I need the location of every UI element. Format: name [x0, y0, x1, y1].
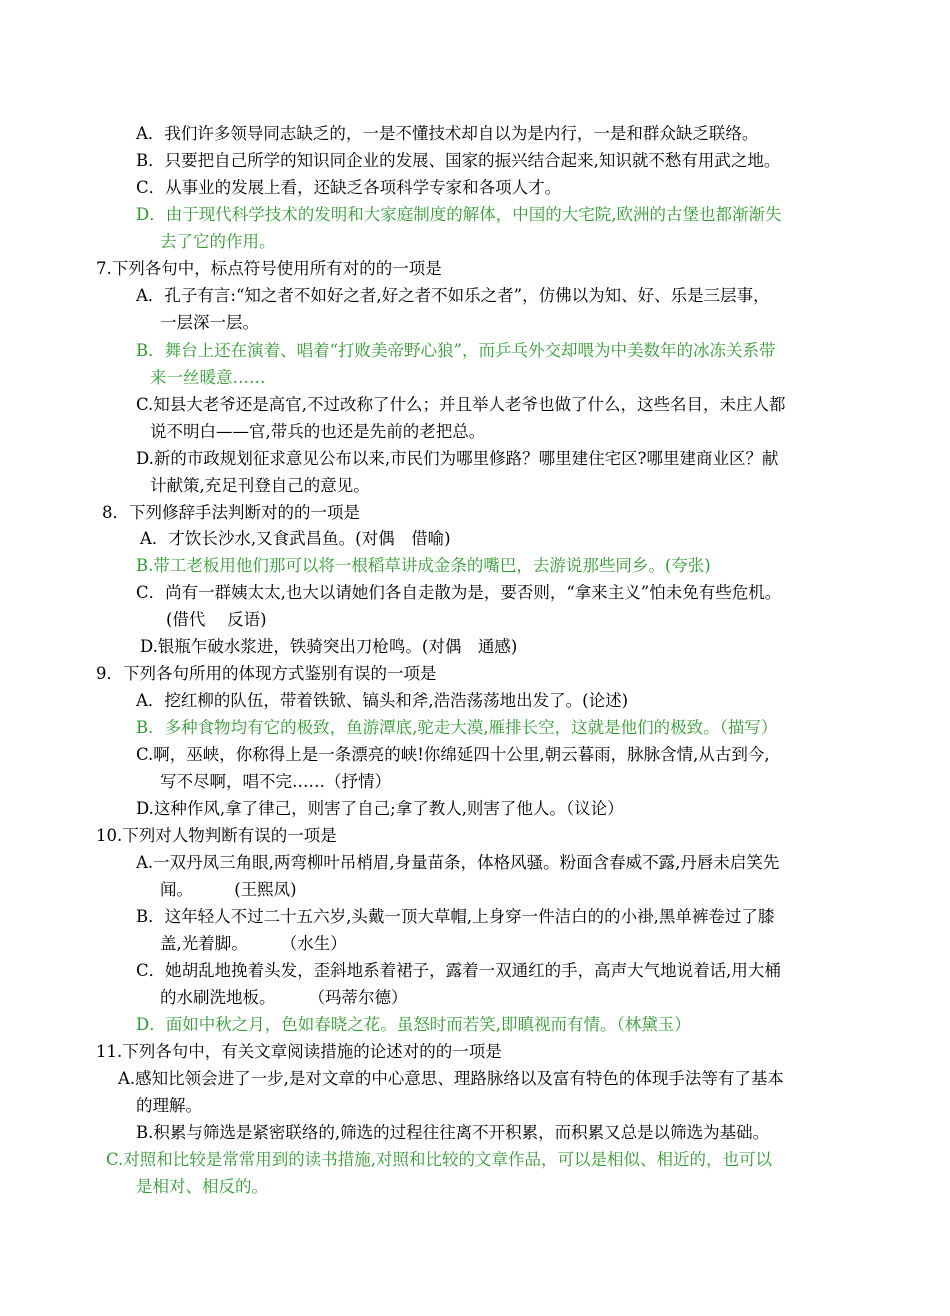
line-7c-cont: 说不明白——官,带兵的也还是先前的老把总。	[150, 422, 486, 441]
line-10c: C．她胡乱地挽着头发，歪斜地系着裙子，露着一双通红的手，高声大气地说着话,用大桶	[136, 961, 781, 980]
line-10a: A.一双丹凤三角眼,两弯柳叶吊梢眉,身量苗条，体格风骚。粉面含春威不露,丹唇未启笑先	[136, 853, 780, 872]
line-9d: D.这种作风,拿了律己，则害了自己;拿了教人,则害了他人。（议论）	[136, 799, 624, 818]
line-7d-cont: 计献策,充足刊登自己的意见。	[150, 476, 370, 495]
question-8: 8．下列修辞手法判断对的的一项是	[102, 503, 360, 522]
line-9b: B．多种食物均有它的极致，鱼游潭底,驼走大漠,雁排长空，这就是他们的极致。（描写）	[136, 718, 778, 737]
line-8c-cont: (借代 反语)	[166, 610, 267, 629]
line-11b: B.积累与筛选是紧密联络的,筛选的过程往往离不开积累，而积累又总是以筛选为基础。	[136, 1123, 770, 1142]
line-6d-cont: 去了它的作用。	[160, 232, 276, 251]
line-9c-cont: 写不尽啊，唱不完……（抒情）	[160, 772, 391, 791]
line-10b-cont: 盖,光着脚。 （水生）	[160, 934, 347, 953]
line-7b: B．舞台上还在演着、唱着“打败美帝野心狼”，而乒乓外交却喂为中美数年的冰冻关系带	[136, 341, 776, 360]
line-7a-cont: 一层深一层。	[160, 313, 259, 332]
line-7d: D.新的市政规划征求意见公布以来,市民们为哪里修路？哪里建住宅区?哪里建商业区？献	[136, 449, 779, 468]
question-11: 11.下列各句中，有关文章阅读措施的论述对的的一项是	[96, 1042, 502, 1061]
line-10b: B．这年轻人不过二十五六岁,头戴一顶大草帽,上身穿一件洁白的的小褂,黑单裤卷过了膝	[136, 907, 775, 926]
line-9a: A．挖红柳的队伍，带着铁锨、镐头和斧,浩浩荡荡地出发了。(论述)	[136, 691, 629, 710]
line-8a: A．才饮长沙水,又食武昌鱼。(对偶 借喻)	[140, 529, 451, 548]
line-11a-cont: 的理解。	[136, 1096, 202, 1115]
line-8b: B.带工老板用他们那可以将一根稻草讲成金条的嘴巴，去游说那些同乡。(夸张)	[136, 556, 711, 575]
question-7: 7.下列各句中，标点符号使用所有对的的一项是	[96, 259, 442, 278]
line-7c: C.知县大老爷还是高官,不过改称了什么；并且举人老爷也做了什么，这些名目，未庄人都	[136, 395, 786, 414]
line-6a: A．我们许多领导同志缺乏的，一是不懂技术却自以为是内行，一是和群众缺乏联络。	[136, 124, 759, 143]
line-8c: C．尚有一群姨太太,也大以请她们各自走散为是，要否则，“拿来主义”怕未免有些危机。	[136, 583, 782, 602]
line-6d: D．由于现代科学技术的发明和大家庭制度的解体，中国的大宅院,欧洲的古堡也都渐渐失	[136, 205, 782, 224]
line-11c-cont: 是相对、相反的。	[136, 1177, 268, 1196]
line-10a-cont: 闻。 (王熙凤)	[160, 880, 297, 899]
line-8d: D.银瓶乍破水浆进，铁骑突出刀枪鸣。(对偶 通感)	[140, 637, 518, 656]
line-11a: A.感知比领会进了一步,是对文章的中心意思、理路脉络以及富有特色的体现手法等有了基本	[118, 1069, 784, 1088]
line-10c-cont: 的水刷洗地板。 （玛蒂尔德）	[160, 988, 408, 1007]
line-6c: C．从事业的发展上看，还缺乏各项科学专家和各项人才。	[136, 178, 562, 197]
question-9: 9．下列各句所用的体现方式鉴别有误的一项是	[96, 664, 437, 683]
line-7b-cont: 来一丝暖意……	[150, 368, 266, 387]
line-11c: C.对照和比较是常常用到的读书措施,对照和比较的文章作品，可以是相似、相近的，也可以	[106, 1150, 773, 1169]
line-9c: C.啊，巫峡，你称得上是一条漂亮的峡!你绵延四十公里,朝云暮雨，脉脉含情,从古到今,	[136, 745, 770, 764]
line-6b: B．只要把自己所学的知识同企业的发展、国家的振兴结合起来,知识就不愁有用武之地。	[136, 151, 781, 170]
line-10d: D．面如中秋之月，色如春晓之花。虽怒时而若笑,即瞋视而有情。（林黛玉）	[136, 1015, 691, 1034]
line-7a: A．孔子有言:“知之者不如好之者,好之者不如乐之者”，仿佛以为知、好、乐是三层事，	[136, 286, 770, 305]
question-10: 10.下列对人物判断有误的一项是	[96, 826, 337, 845]
